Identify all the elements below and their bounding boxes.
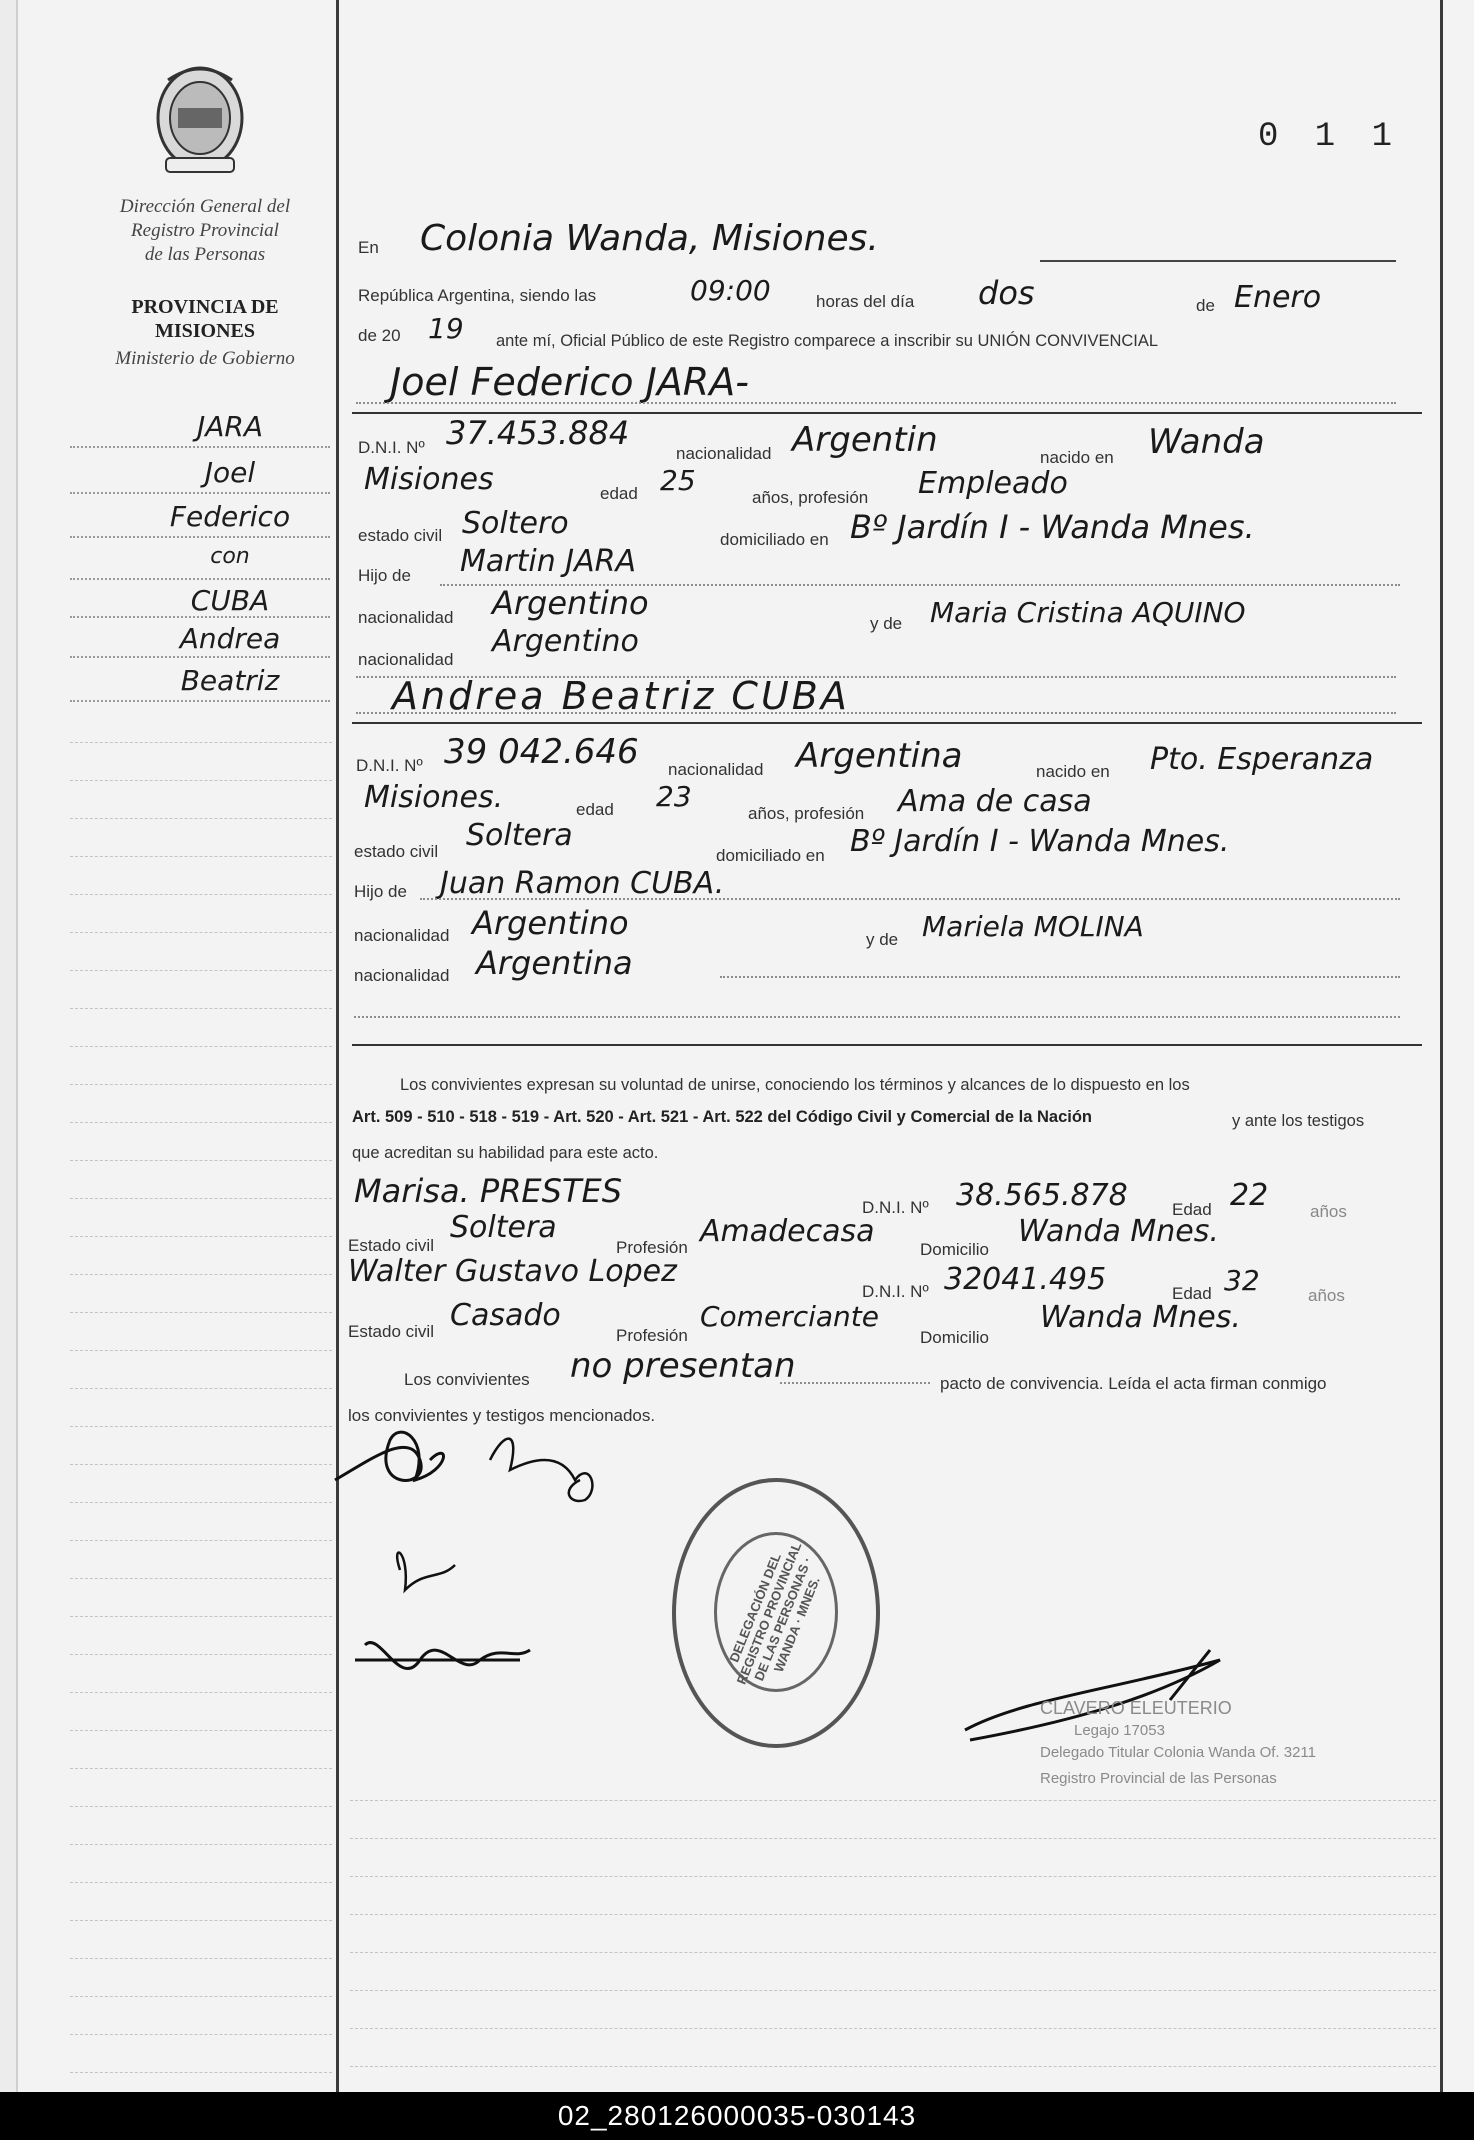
- body-rule-line: [350, 2028, 1436, 2029]
- margin-rule-line: [70, 1996, 332, 1997]
- fill-line: [720, 976, 1400, 978]
- margin-name-2: Federico: [169, 500, 291, 533]
- partner2-age: 23: [656, 780, 692, 813]
- witness1-address: Wanda Mnes.: [1018, 1214, 1219, 1249]
- legal-line-2-rest: y ante los testigos: [1232, 1112, 1365, 1130]
- dni-label: D.N.I. Nº: [862, 1282, 929, 1301]
- margin-con: con: [210, 544, 250, 569]
- margin-rule-line: [70, 1578, 332, 1579]
- margin-name-1: Joel: [204, 456, 256, 489]
- body-rule-line: [350, 1876, 1436, 1877]
- page-number: 0 1 1: [1258, 118, 1401, 156]
- margin-surname-1: JARA: [196, 410, 264, 443]
- body-rule-line: [350, 1990, 1436, 1991]
- margin-rule-line: [70, 1046, 332, 1047]
- margin-line: [70, 700, 330, 702]
- hijo-label: Hijo de: [354, 882, 407, 901]
- official-name: CLAVERO ELEUTERIO: [1040, 1698, 1232, 1718]
- witness2-name: Walter Gustavo Lopez: [348, 1254, 677, 1289]
- partner1-nationality: Argentin: [792, 420, 938, 460]
- witness2-dni: 32041.495: [944, 1262, 1107, 1297]
- partner1-age: 25: [660, 464, 696, 497]
- partner2-birthplace: Pto. Esperanza: [1150, 742, 1374, 777]
- place-value: Colonia Wanda, Misiones.: [420, 218, 879, 259]
- partner1-profession: Empleado: [918, 466, 1068, 501]
- edad-label: edad: [576, 800, 614, 819]
- scan-code: 02_280126000035-030143: [557, 2100, 917, 2131]
- official-legajo: Legajo 17053: [1074, 1722, 1165, 1739]
- margin-rule-line: [70, 1616, 332, 1617]
- comparece-label: ante mí, Oficial Público de este Registro comparece a inscribir su UNIÓN CONVIVENCIAL: [496, 332, 1159, 350]
- legal-line-3: que acreditan su habilidad para este acto.: [352, 1144, 659, 1162]
- partner2-civil-status: Soltera: [466, 818, 573, 853]
- witness2-profession: Comerciante: [700, 1300, 879, 1333]
- place-line: [1040, 260, 1396, 262]
- margin-rule-line: [70, 742, 332, 743]
- de-label: de: [1196, 296, 1215, 315]
- partner2-nationality: Argentina: [796, 736, 963, 776]
- nacionalidad-label: nacionalidad: [358, 650, 454, 669]
- horas-label: horas del día: [816, 292, 915, 311]
- margin-line: [70, 536, 330, 538]
- margin-rule-line: [70, 818, 332, 819]
- margin-rule-line: [70, 1236, 332, 1237]
- nacido-label: nacido en: [1036, 762, 1110, 781]
- ministry-name: Ministerio de Gobierno: [115, 348, 295, 369]
- nacido-label: nacido en: [1040, 448, 1114, 467]
- header-registro: Registro Provincial: [131, 220, 279, 241]
- fill-line: [420, 898, 1400, 900]
- domiciliado-label: domiciliado en: [720, 530, 829, 549]
- margin-rule-line: [70, 1388, 332, 1389]
- partner2-mother: Mariela MOLINA: [922, 910, 1144, 943]
- margin-line: [70, 492, 330, 494]
- partner2-birthplace2: Misiones.: [364, 780, 504, 815]
- margin-rule-line: [70, 1692, 332, 1693]
- margin-name-4: Beatriz: [180, 664, 280, 697]
- domicilio-label: Domicilio: [920, 1240, 989, 1259]
- partner1-mother: Maria Cristina AQUINO: [930, 596, 1246, 629]
- official-title: Delegado Titular Colonia Wanda Of. 3211: [1040, 1744, 1316, 1761]
- y-de-label: y de: [870, 614, 903, 633]
- margin-rule-line: [70, 1274, 332, 1275]
- witness1-dni: 38.565.878: [956, 1178, 1128, 1213]
- margin-rule-line: [70, 2034, 332, 2035]
- margin-rule-line: [70, 2072, 332, 2073]
- partner1-address: Bº Jardín I - Wanda Mnes.: [850, 508, 1255, 546]
- hijo-label: Hijo de: [358, 566, 411, 585]
- right-border: [1440, 0, 1443, 2092]
- margin-rule-line: [70, 1768, 332, 1769]
- domicilio-label: Domicilio: [920, 1328, 989, 1347]
- witness1-civil-status: Soltera: [450, 1210, 557, 1245]
- margin-rule-line: [70, 1160, 332, 1161]
- margin-rule-line: [70, 1312, 332, 1313]
- province-title: PROVINCIA DE: [131, 296, 279, 318]
- en-label: En: [358, 238, 379, 257]
- pact-status-value: no presentan: [570, 1346, 796, 1386]
- margin-rule-line: [70, 932, 332, 933]
- margin-rule-line: [70, 1084, 332, 1085]
- margin-rule-line: [70, 1008, 332, 1009]
- profesion-label: Profesión: [616, 1326, 688, 1345]
- legal-line-1: Los convivientes expresan su voluntad de unirse, conociendo los términos y alcances de lo dispuesto en los: [400, 1076, 1190, 1094]
- body-rule-line: [350, 1800, 1436, 1801]
- witness1-age: 22: [1230, 1178, 1269, 1213]
- margin-name-3: Andrea: [179, 622, 281, 655]
- margin-line: [70, 656, 330, 658]
- partner1-fullname: Joel Federico JARA-: [390, 360, 749, 404]
- day-value: dos: [978, 274, 1035, 312]
- margin-rule-line: [70, 780, 332, 781]
- margin-rule-line: [70, 1806, 332, 1807]
- anos-label: años, profesión: [748, 804, 865, 823]
- body-rule-line: [350, 1952, 1436, 1953]
- partner2-father-nationality: Argentino: [472, 904, 629, 942]
- year-prefix: de 20: [358, 326, 401, 345]
- margin-rule-line: [70, 1730, 332, 1731]
- margin-rule-line: [70, 1654, 332, 1655]
- partner1-birthplace2: Misiones: [364, 462, 494, 497]
- margin-surname-2: CUBA: [190, 584, 270, 617]
- edad-label: Edad: [1172, 1200, 1212, 1219]
- legal-articles: Art. 509 - 510 - 518 - 519 - Art. 520 - Art. 521 - Art. 522 del Código Civil y Comercial de la Nación: [352, 1108, 1093, 1126]
- nacionalidad-label: nacionalidad: [668, 760, 764, 779]
- anos-label: años: [1310, 1202, 1347, 1221]
- partner2-mother-nationality: Argentina: [476, 944, 633, 982]
- official-stamp: [672, 1478, 880, 1748]
- margin-rule-line: [70, 1502, 332, 1503]
- provincial-coat-of-arms-icon: [148, 60, 252, 178]
- edad-label: Edad: [1172, 1284, 1212, 1303]
- margin-rule-line: [70, 1426, 332, 1427]
- margin-line: [70, 446, 330, 448]
- pacto-label: pacto de convivencia. Leída el acta firman conmigo: [940, 1374, 1327, 1393]
- closing-line-2: los convivientes y testigos mencionados.: [348, 1406, 656, 1425]
- nacionalidad-label: nacionalidad: [354, 926, 450, 945]
- estado-civil-label: estado civil: [354, 842, 439, 861]
- partner1-father-nationality: Argentino: [492, 584, 649, 622]
- body-rule-line: [350, 1838, 1436, 1839]
- witness2-age: 32: [1224, 1264, 1260, 1297]
- witness1-profession: Amadecasa: [700, 1214, 875, 1249]
- header-personas: de las Personas: [144, 244, 266, 265]
- fill-line: [780, 1382, 930, 1384]
- y-de-label: y de: [866, 930, 899, 949]
- margin-rule-line: [70, 1882, 332, 1883]
- margin-rule-line: [70, 1464, 332, 1465]
- name-line: [356, 402, 1396, 404]
- witness2-civil-status: Casado: [450, 1298, 561, 1333]
- nacionalidad-label: nacionalidad: [676, 444, 772, 463]
- partner1-mother-nationality: Argentino: [492, 624, 639, 659]
- hour-value: 09:00: [690, 274, 771, 307]
- anos-label: años: [1308, 1286, 1345, 1305]
- estado-civil-label: estado civil: [358, 526, 443, 545]
- partner1-father: Martin JARA: [460, 544, 636, 579]
- profesion-label: Profesión: [616, 1238, 688, 1257]
- margin-rule-line: [70, 1198, 332, 1199]
- estado-civil-label: Estado civil: [348, 1236, 434, 1255]
- domiciliado-label: domiciliado en: [716, 846, 825, 865]
- partner2-dni: 39 042.646: [444, 732, 639, 772]
- partner2-profession: Ama de casa: [898, 784, 1092, 819]
- fill-line: [356, 712, 1396, 714]
- witness1-name: Marisa. PRESTES: [354, 1172, 623, 1210]
- section-divider: [352, 722, 1422, 724]
- section-divider: [352, 1044, 1422, 1046]
- header-direccion: Dirección General del: [119, 196, 291, 217]
- signature-partners: [330, 1420, 670, 1720]
- province-name: MISIONES: [154, 320, 256, 342]
- partner2-address: Bº Jardín I - Wanda Mnes.: [850, 824, 1230, 859]
- republica-label: República Argentina, siendo las: [358, 286, 597, 305]
- body-rule-line: [350, 2066, 1436, 2067]
- partner1-dni: 37.453.884: [446, 414, 630, 452]
- fill-line: [354, 1016, 1400, 1018]
- margin-rule-line: [70, 1920, 332, 1921]
- margin-rule-line: [70, 894, 332, 895]
- stamp-text: DELEGACIÓN DEL REGISTRO PROVINCIAL DE LAS PERSONAS · WANDA · MNES.: [726, 1540, 823, 1687]
- margin-rule-line: [70, 1540, 332, 1541]
- margin-rule-line: [70, 856, 332, 857]
- dni-label: D.N.I. Nº: [862, 1198, 929, 1217]
- partner1-civil-status: Soltero: [462, 506, 569, 541]
- nacionalidad-label: nacionalidad: [354, 966, 450, 985]
- body-rule-line: [350, 1914, 1436, 1915]
- margin-rule-line: [70, 1350, 332, 1351]
- margin-rule-line: [70, 970, 332, 971]
- partner2-fullname: Andrea Beatriz CUBA: [392, 674, 850, 718]
- partner1-birthplace: Wanda: [1148, 422, 1265, 462]
- official-registry: Registro Provincial de las Personas: [1040, 1770, 1277, 1787]
- nacionalidad-label: nacionalidad: [358, 608, 454, 627]
- margin-rule-line: [70, 1844, 332, 1845]
- anos-label: años, profesión: [752, 488, 869, 507]
- page-edge: [0, 0, 18, 2092]
- margin-line: [70, 578, 330, 580]
- month-value: Enero: [1234, 280, 1322, 315]
- dni-label: D.N.I. Nº: [356, 756, 423, 775]
- margin-rule-line: [70, 1122, 332, 1123]
- estado-civil-label: Estado civil: [348, 1322, 434, 1341]
- los-convivientes-label: Los convivientes: [404, 1370, 530, 1389]
- margin-rule-line: [70, 1958, 332, 1959]
- edad-label: edad: [600, 484, 638, 503]
- witness2-address: Wanda Mnes.: [1040, 1300, 1241, 1335]
- partner2-father: Juan Ramon CUBA.: [440, 866, 725, 901]
- year-value: 19: [428, 312, 464, 345]
- dni-label: D.N.I. Nº: [358, 438, 425, 457]
- margin-line: [70, 616, 330, 618]
